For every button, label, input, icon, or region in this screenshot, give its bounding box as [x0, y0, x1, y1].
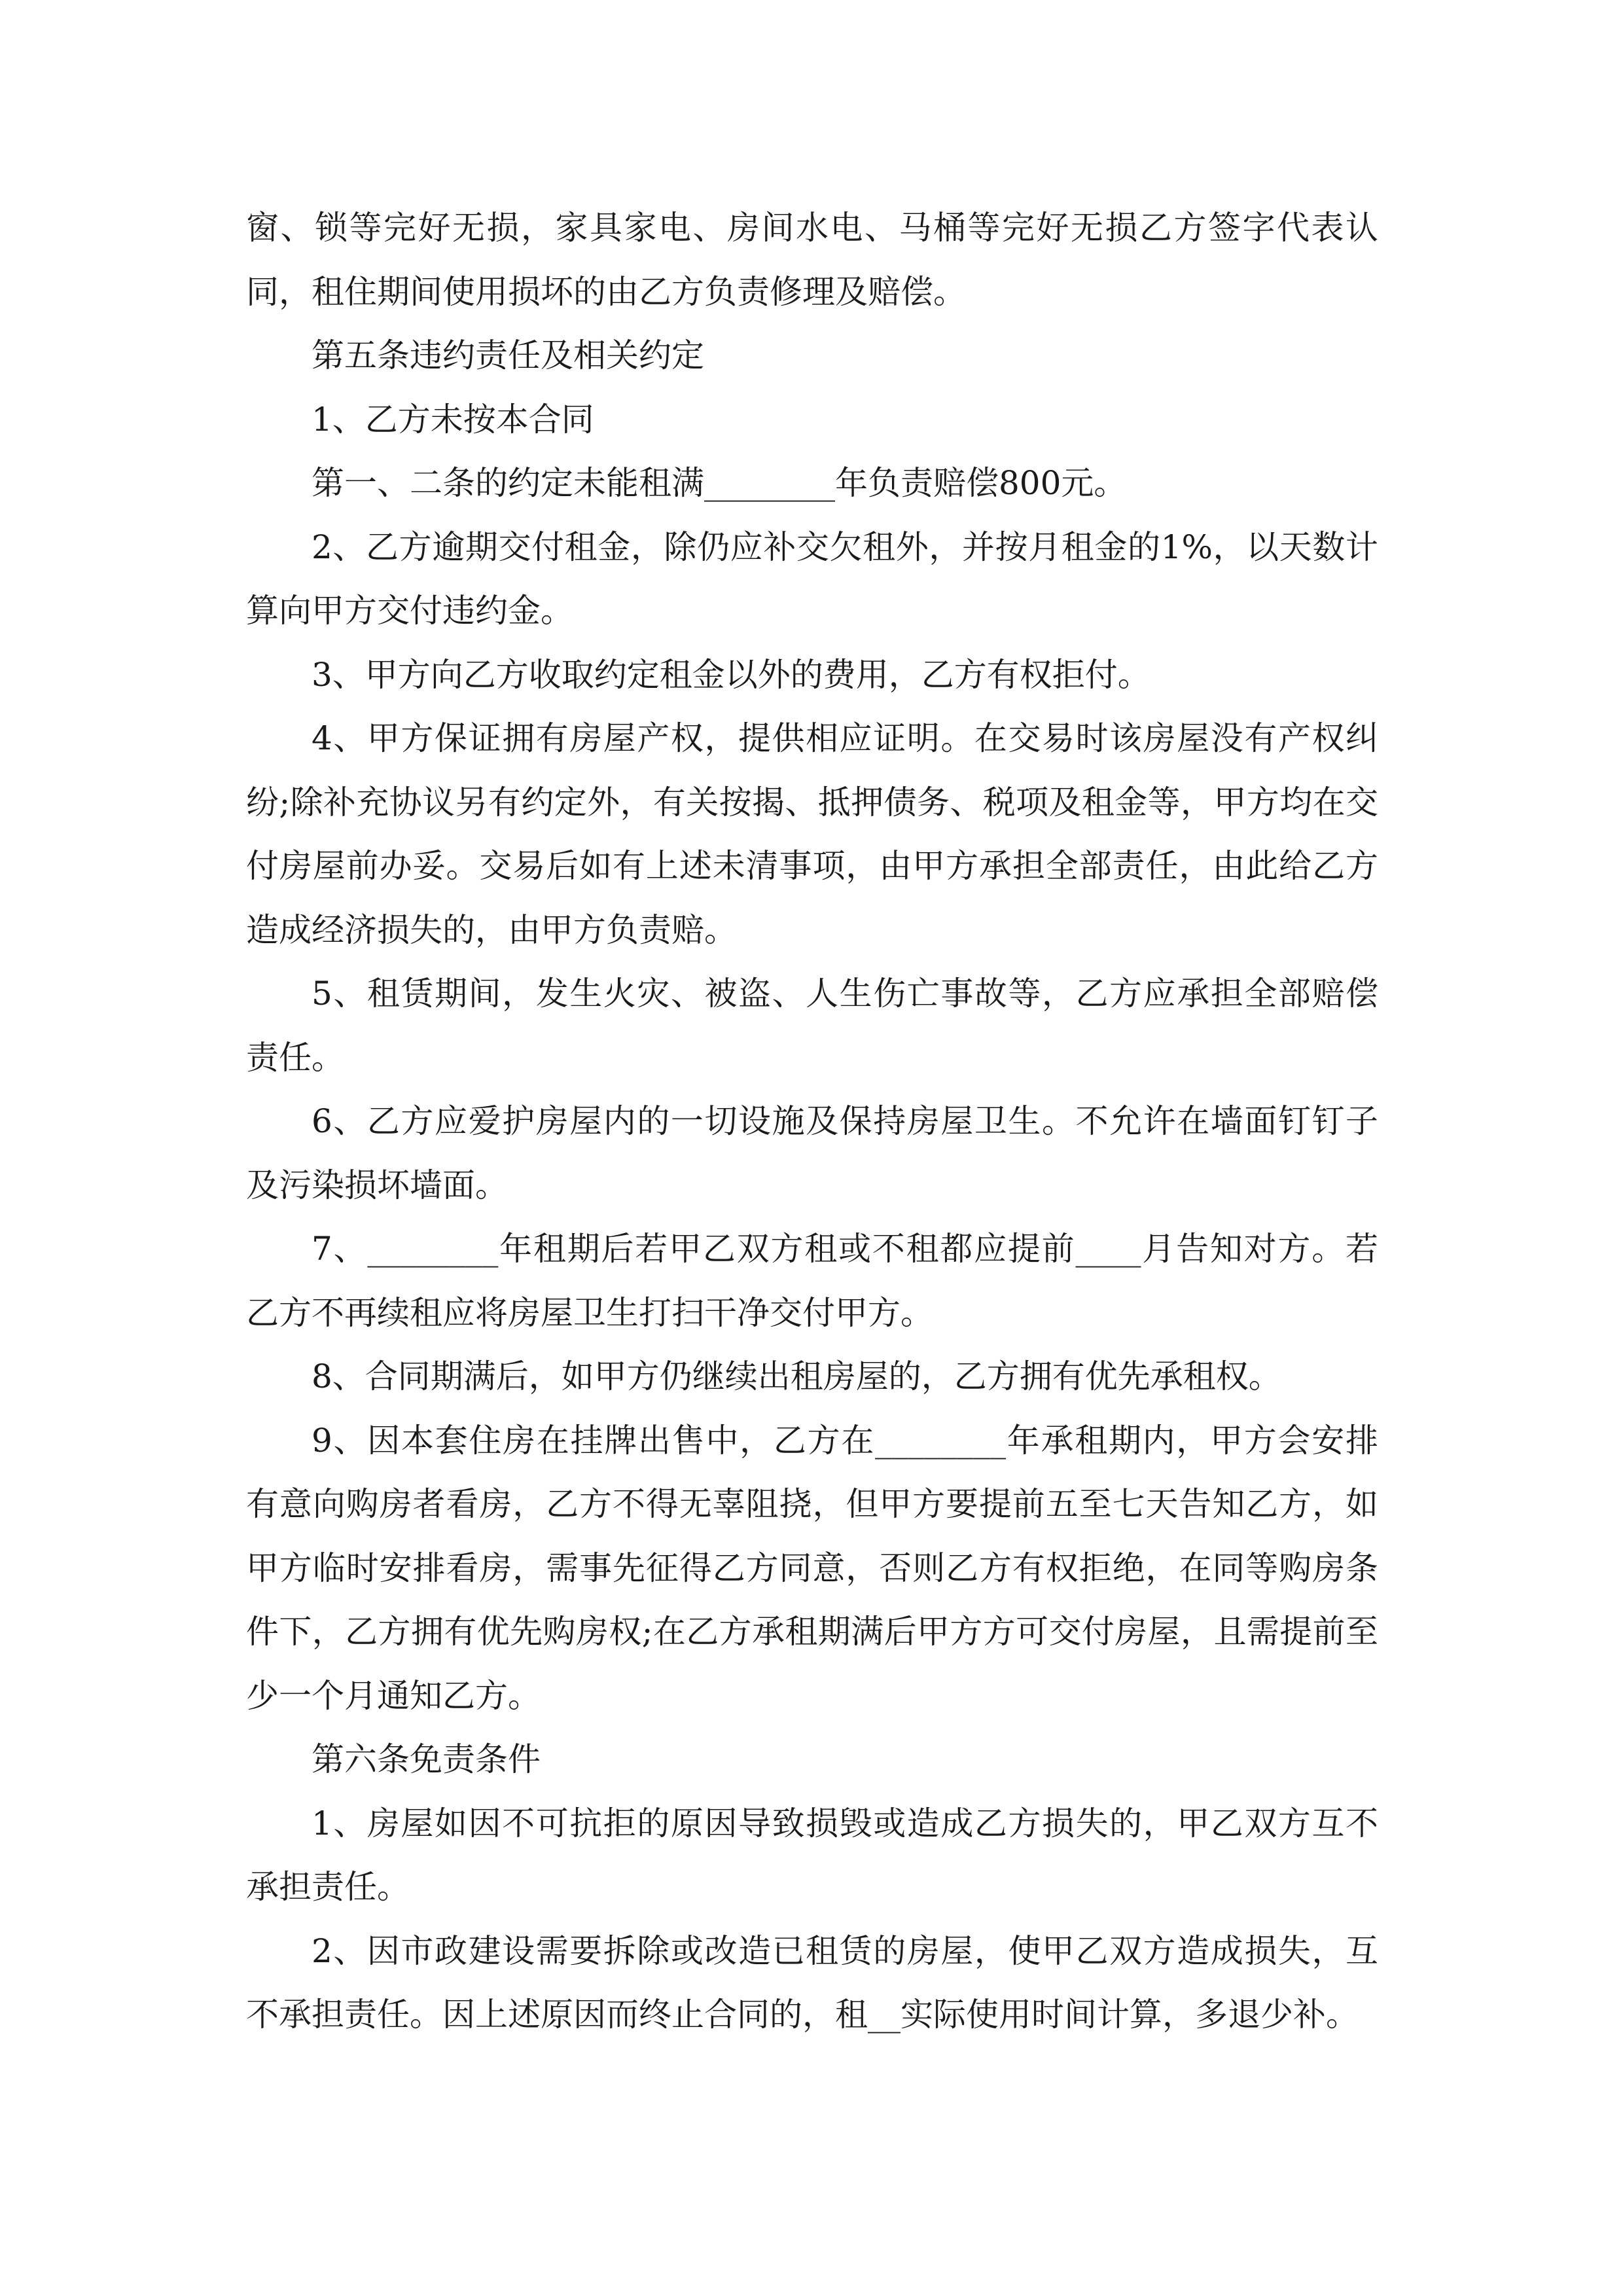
paragraph-6: 3、甲方向乙方收取约定租金以外的费用，乙方有权拒付。 [312, 655, 1150, 694]
paragraph-10: 7、________年租期后若甲乙双方租或不租都应提前____月告知对方。若乙方不再续租应将房屋卫生打扫干净交付甲方。 [246, 1230, 1378, 1332]
paragraph-14: 1、房屋如因不可抗拒的原因导致损毁或造成乙方损失的，甲乙双方互不承担责任。 [246, 1804, 1378, 1906]
paragraph-8: 5、租赁期间，发生火灾、被盗、人生伤亡事故等，乙方应承担全部赔偿责任。 [246, 975, 1378, 1077]
paragraph-7: 4、甲方保证拥有房屋产权，提供相应证明。在交易时该房屋没有产权纠纷;除补充协议另有约定外，有关按揭、抵押债务、税项及租金等，甲方均在交付房屋前办妥。交易后如有上述未清事项，由甲方承担全部责任，由此给乙方造成经济损失的，由甲方负责赔。 [246, 719, 1378, 949]
section-heading-5: 第五条违约责任及相关约定 [312, 336, 704, 374]
paragraph-12: 9、因本套住房在挂牌出售中，乙方在________年承租期内，甲方会安排有意向购房者看房，乙方不得无辜阻挠，但甲方要提前五至七天告知乙方，如甲方临时安排看房，需事先征得乙方同意，否则乙方有权拒绝，在同等购房条件下，乙方拥有优先购房权;在乙方承租期满后甲方方可交付房屋，且需提前至少一个月通知乙方。 [246, 1421, 1378, 1715]
paragraph-4: 第一、二条的约定未能租满________年负责赔偿800元。 [312, 464, 1127, 502]
paragraph-1: 窗、锁等完好无损，家具家电、房间水电、马桶等完好无损乙方签字代表认同，租住期间使用损坏的由乙方负责修理及赔偿。 [246, 209, 1378, 311]
paragraph-3: 1、乙方未按本合同 [312, 400, 594, 439]
paragraph-9: 6、乙方应爱护房屋内的一切设施及保持房屋卫生。不允许在墙面钉钉子及污染损坏墙面。 [246, 1102, 1378, 1204]
document-body [246, 196, 1378, 2047]
paragraph-5: 2、乙方逾期交付租金，除仍应补交欠租外，并按月租金的1%，以天数计算向甲方交付违约金。 [246, 528, 1378, 630]
section-heading-6: 第六条免责条件 [312, 1740, 541, 1778]
paragraph-11: 8、合同期满后，如甲方仍继续出租房屋的，乙方拥有优先承租权。 [312, 1357, 1281, 1395]
paragraph-15: 2、因市政建设需要拆除或改造已租赁的房屋，使甲乙双方造成损失，互不承担责任。因上述原因而终止合同的，租__实际使用时间计算，多退少补。 [246, 1931, 1378, 2034]
